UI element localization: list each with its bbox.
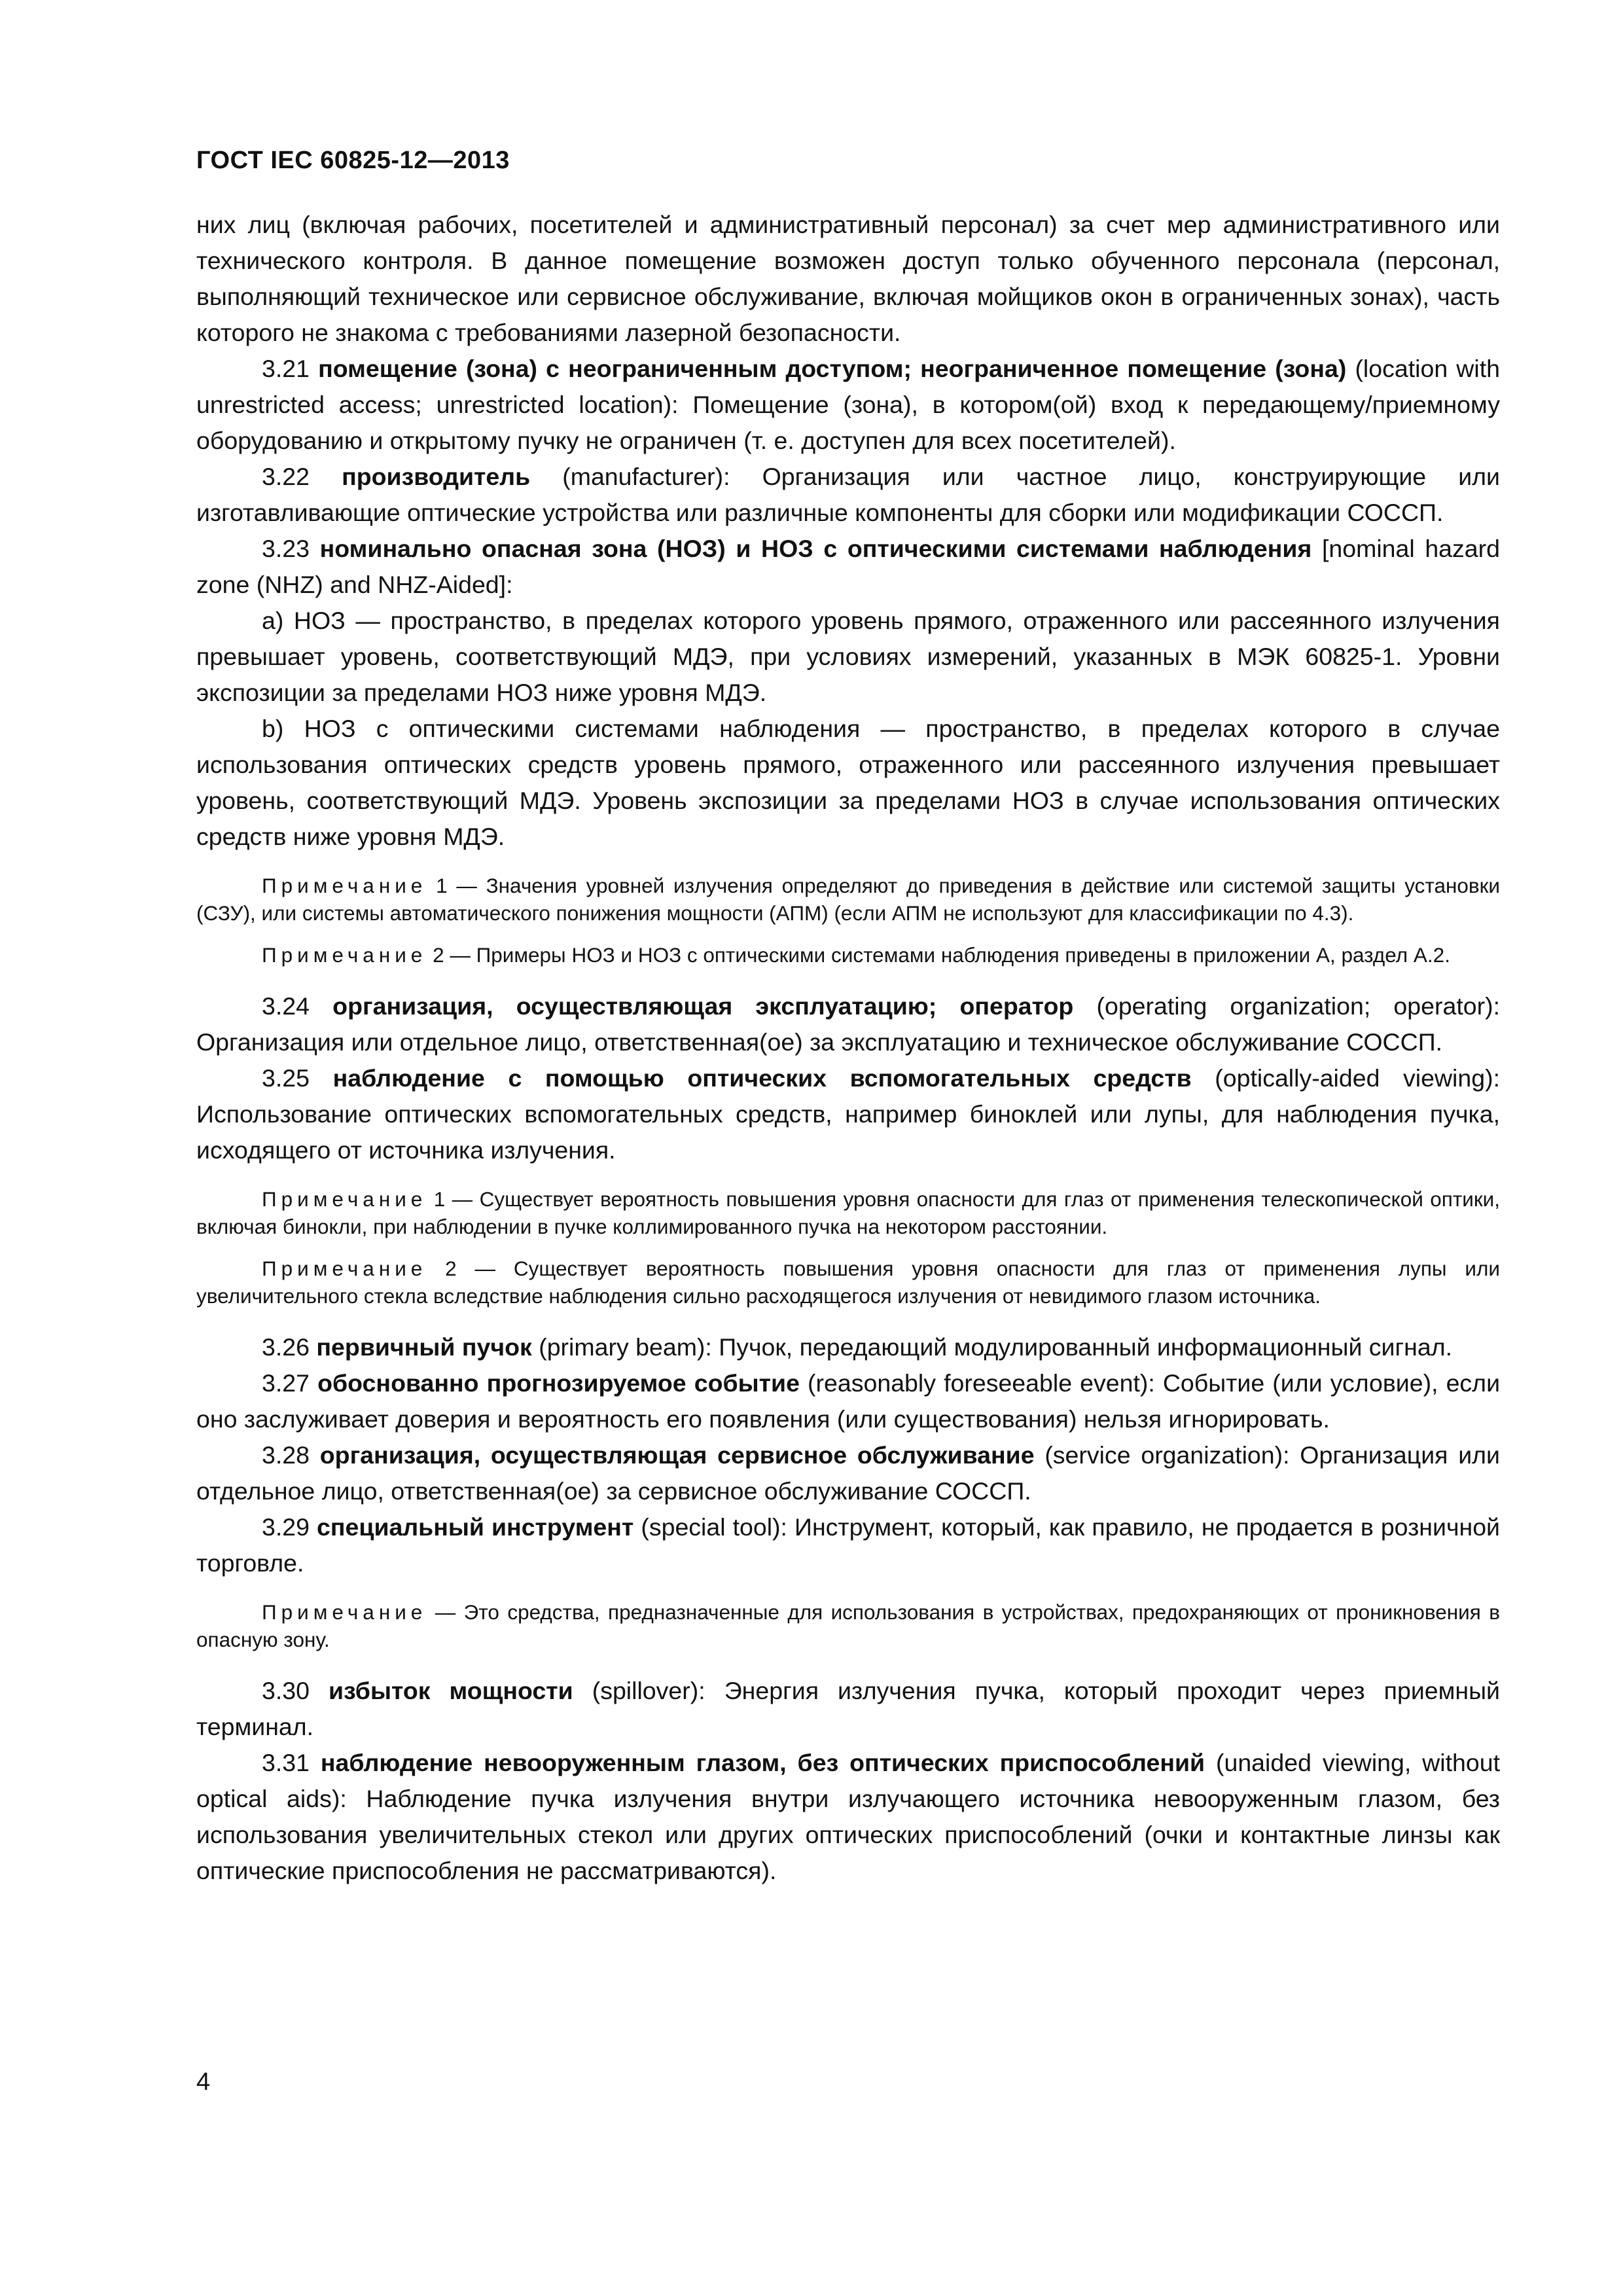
term-number: 3.24	[262, 992, 333, 1020]
term-definition: (spillover): Энергия излучения пучка, который проходит через приемный терминал.	[196, 1677, 1501, 1740]
term-3-27	[196, 1365, 1500, 1437]
note-text: — Это средства, предназначенные для использования в устройствах, предохраняющих от проникновения в опасную зону.	[196, 1600, 1500, 1651]
term-definition: (primary beam): Пучок, передающий модулированный информационный сигнал.	[531, 1333, 1453, 1361]
note-3-23-2	[196, 941, 1500, 969]
document-body	[196, 207, 1500, 1889]
running-header: ГОСТ IEC 60825-12—2013	[196, 147, 510, 174]
term-number: 3.27	[262, 1369, 318, 1397]
term-title: наблюдение с помощью оптических вспомогательных средств	[332, 1064, 1192, 1092]
term-3-22	[196, 459, 1500, 531]
term-number: 3.22	[262, 463, 342, 490]
term-definition: (operating organization; operator): Организация или отдельное лицо, ответственная(ое) за эксплуатацию и техническое обслуживание СОССП.	[196, 992, 1501, 1056]
note-3-25-2	[196, 1255, 1500, 1310]
term-3-23	[196, 531, 1500, 603]
term-number: 3.29	[262, 1513, 317, 1541]
note-text: 1 — Значения уровней излучения определяют до приведения в действие или системой защиты установки (СЗУ), или системы автоматического понижения мощности (АПМ) (если АПМ не используют для классификации по 4.3).	[196, 874, 1500, 925]
term-definition: (reasonably foreseeable event): Событие (или условие), если оно заслуживает доверия и вероятность его появления (или существования) нельзя игнорировать.	[196, 1369, 1501, 1433]
note-3-29	[196, 1598, 1500, 1653]
note-label: Примечание	[262, 1600, 427, 1624]
term-3-25	[196, 1060, 1500, 1168]
term-title: специальный инструмент	[317, 1513, 634, 1541]
term-3-29	[196, 1509, 1500, 1581]
term-definition: (optically-aided viewing): Использование оптических вспомогательных средств, например биноклей или лупы, для наблюдения пучка, исходящего от источника излучения.	[196, 1064, 1500, 1164]
term-definition: (location with unrestricted access; unrestricted location): Помещение (зона), в котором(ой) вход к передающему/приемному оборудованию и открытому пучку не ограничен (т. е. доступен для всех посетителей).	[196, 355, 1500, 454]
term-title: помещение (зона) с неограниченным доступом; неограниченное помещение (зона)	[318, 355, 1347, 382]
term-title: организация, осуществляющая сервисное обслуживание	[319, 1441, 1035, 1469]
term-3-30	[196, 1673, 1500, 1745]
note-text: 2 — Примеры НОЗ и НОЗ с оптическими системами наблюдения приведены в приложении А, раздел А.2.	[427, 943, 1450, 967]
term-definition: (manufacturer): Организация или частное лицо, конструирующие или изготавливающие оптические устройства или различные компоненты для сборки или модификации СОССП.	[196, 463, 1500, 526]
term-title: обоснованно прогнозируемое событие	[317, 1369, 800, 1397]
continuation-paragraph: них лиц (включая рабочих, посетителей и административный персонал) за счет мер административного или технического контроля. В данное помещение возможен доступ только обученного персонала (персонал, выполняющий техническое или сервисное обслуживание, включая мойщиков окон в ограниченных зонах), часть которого не знакома с требованиями лазерной безопасности.	[196, 211, 1500, 346]
note-text: 1 — Существует вероятность повышения уровня опасности для глаз от применения телескопической оптики, включая бинокли, при наблюдении в пучке коллимированного пучка на некотором расстоянии.	[196, 1187, 1500, 1238]
note-3-25-1	[196, 1185, 1500, 1240]
term-3-26	[196, 1329, 1500, 1365]
term-title: организация, осуществляющая эксплуатацию; оператор	[332, 992, 1074, 1020]
term-number: 3.25	[262, 1064, 333, 1092]
term-number: 3.21	[262, 355, 319, 382]
page-number: 4	[196, 2068, 211, 2096]
term-3-28	[196, 1437, 1500, 1509]
term-3-24	[196, 988, 1500, 1060]
term-definition: [nominal hazard zone (NHZ) and NHZ-Aided]:	[196, 535, 1500, 598]
term-title: наблюдение невооруженным глазом, без оптических приспособлений	[320, 1749, 1205, 1776]
term-3-21	[196, 351, 1500, 459]
term-number: 3.31	[262, 1749, 321, 1776]
term-number: 3.26	[262, 1333, 317, 1361]
note-label: Примечание	[262, 874, 427, 897]
term-3-23-item-b: b) НОЗ с оптическими системами наблюдения — пространство, в пределах которого в случае использования оптических средств уровень прямого, отраженного или рассеянного излучения превышает уровень, соответствующий МДЭ. Уровень экспозиции за пределами НОЗ в случае использования оптических средств ниже уровня МДЭ.	[196, 715, 1500, 850]
term-number: 3.23	[262, 535, 320, 562]
term-number: 3.30	[262, 1677, 329, 1704]
note-3-23-1	[196, 872, 1500, 927]
term-definition: (unaided viewing, without optical aids): Наблюдение пучка излучения внутри излучающего источника невооруженным глазом, без использования увеличительных стекол или других оптических приспособлений (очки и контактные линзы как оптические приспособления не рассматриваются).	[196, 1749, 1501, 1884]
term-title: производитель	[342, 463, 531, 490]
note-text: 2 — Существует вероятность повышения уровня опасности для глаз от применения лупы или увеличительного стекла вследствие наблюдения сильно расходящегося излучения от невидимого глазом источника.	[196, 1257, 1500, 1308]
note-label: Примечание	[262, 1257, 427, 1280]
term-3-31	[196, 1745, 1500, 1889]
note-label: Примечание	[262, 1187, 427, 1211]
term-title: первичный пучок	[316, 1333, 532, 1361]
term-title: номинально опасная зона (НОЗ) и НОЗ с оптическими системами наблюдения	[319, 535, 1312, 562]
term-definition: (service organization): Организация или отдельное лицо, ответственная(ое) за сервисное обслуживание СОССП.	[196, 1441, 1501, 1505]
term-3-23-item-a: a) НОЗ — пространство, в пределах которого уровень прямого, отраженного или рассеянного излучения превышает уровень, соответствующий МДЭ, при условиях измерений, указанных в МЭК 60825-1. Уровни экспозиции за пределами НОЗ ниже уровня МДЭ.	[196, 607, 1500, 706]
note-label: Примечание	[262, 943, 427, 967]
term-number: 3.28	[262, 1441, 320, 1469]
term-definition: (special tool): Инструмент, который, как правило, не продается в розничной торговле.	[196, 1513, 1501, 1577]
term-title: избыток мощности	[329, 1677, 573, 1704]
